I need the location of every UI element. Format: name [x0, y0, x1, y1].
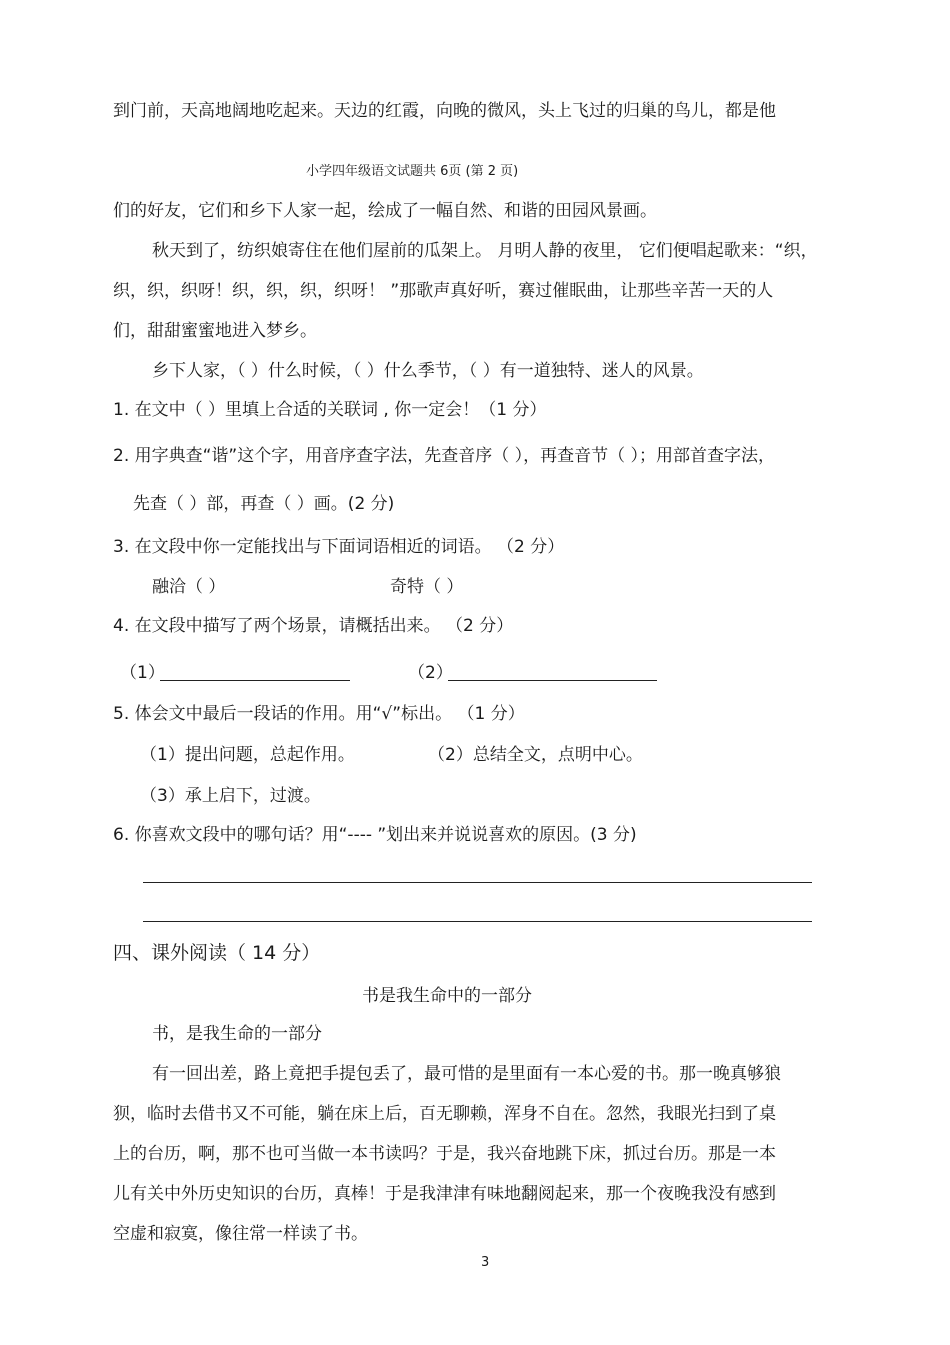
article-title: 书是我生命中的一部分 [362, 986, 532, 1006]
question-5: 5. 体会文中最后一段话的作用。用“√”标出。 （1 分） [113, 704, 525, 724]
question-6: 6. 你喜欢文段中的哪句话？用“---- ”划出来并说说喜欢的原因。(3 分) [113, 825, 637, 845]
passage-line: 织，织，织呀！织，织，织，织呀！ ”那歌声真好听，赛过催眠曲，让那些辛苦一天的人 [113, 281, 774, 301]
question-3-word-a: 融洽（ ） [152, 577, 226, 597]
question-4: 4. 在文段中描写了两个场景，请概括出来。 （2 分） [113, 616, 514, 636]
question-5-option-2: （2）总结全文，点明中心。 [428, 745, 643, 765]
passage-line: 们，甜甜蜜蜜地进入梦乡。 [113, 321, 317, 341]
answer-line [143, 921, 812, 922]
question-2: 2. 用字典查“谐”这个字，用音序查字法，先查音序（ ），再查音节（ ）；用部首查字法， [113, 446, 776, 466]
article-line: 空虚和寂寞，像往常一样读了书。 [113, 1224, 368, 1244]
page-header: 小学四年级语文试题共 6页 (第 2 页) [306, 164, 519, 179]
answer-line [448, 680, 657, 681]
article-line: 上的台历，啊，那不也可当做一本书读吗？于是，我兴奋地跳下床，抓过台历。那是一本 [113, 1144, 776, 1164]
passage-line: 到门前，天高地阔地吃起来。天边的红霞，向晚的微风，头上飞过的归巢的鸟儿，都是他 [113, 101, 776, 121]
passage-line: 们的好友，它们和乡下人家一起，绘成了一幅自然、和谐的田园风景画。 [113, 201, 657, 221]
passage-line: 乡下人家，（ ）什么时候，（ ）什么季节，（ ）有一道独特、迷人的风景。 [152, 361, 704, 381]
question-3: 3. 在文段中你一定能找出与下面词语相近的词语。 （2 分） [113, 537, 565, 557]
passage-line: 秋天到了，纺织娘寄住在他们屋前的瓜架上。 月明人静的夜里， 它们便唱起歌来：“织， [152, 241, 818, 261]
answer-line [143, 882, 812, 883]
question-4-label-2: （2） [408, 663, 453, 683]
section-heading: 四、课外阅读（ 14 分） [113, 942, 321, 964]
question-2-continued: 先查（ ）部，再查（ ）画。(2 分) [133, 494, 395, 514]
question-5-option-1: （1）提出问题，总起作用。 [140, 745, 355, 765]
answer-line [160, 680, 350, 681]
article-line: 儿有关中外历史知识的台历，真棒！于是我津津有味地翻阅起来，那一个夜晚我没有感到 [113, 1184, 776, 1204]
article-line: 书，是我生命的一部分 [152, 1024, 322, 1044]
question-3-word-b: 奇特（ ） [390, 577, 464, 597]
question-4-label-1: （1） [120, 663, 165, 683]
question-1: 1. 在文中（ ）里填上合适的关联词 , 你一定会！（1 分） [113, 400, 547, 420]
article-line: 狈，临时去借书又不可能，躺在床上后，百无聊赖，浑身不自在。忽然，我眼光扫到了桌 [113, 1104, 776, 1124]
question-5-option-3: （3）承上启下，过渡。 [140, 786, 321, 806]
article-line: 有一回出差，路上竟把手提包丢了，最可惜的是里面有一本心爱的书。那一晚真够狼 [152, 1064, 781, 1084]
page-number: 3 [481, 1255, 490, 1270]
